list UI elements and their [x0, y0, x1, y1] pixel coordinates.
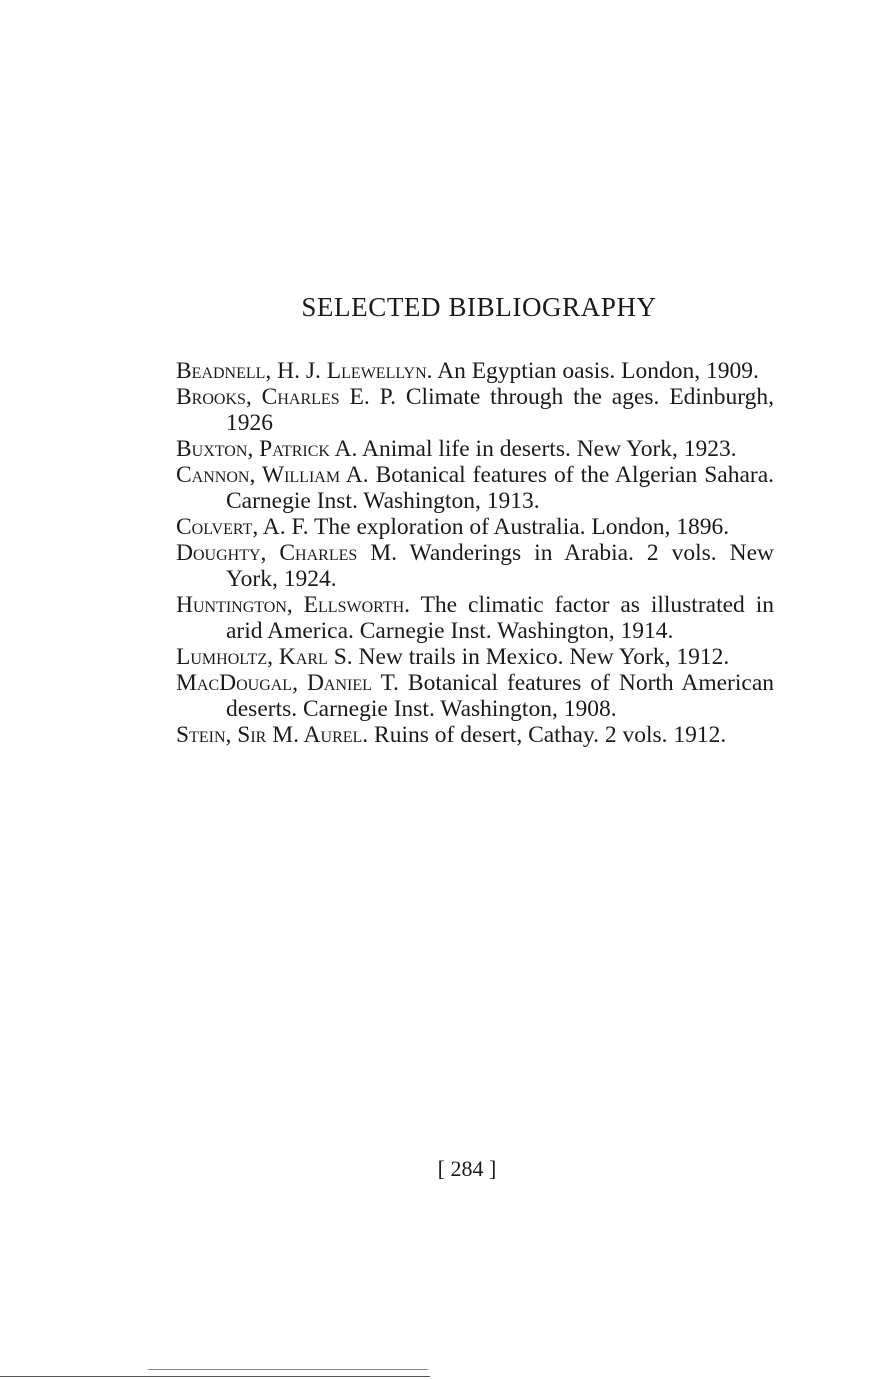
entry-text: Climate through the ages. Edinburgh, 1926: [226, 384, 774, 436]
list-item: [176, 514, 774, 540]
list-item: [176, 722, 774, 748]
entry-text: The exploration of Australia. London, 1896.: [314, 514, 730, 540]
entry-text: Animal life in deserts. New York, 1923.: [362, 436, 737, 462]
entry-author: Brooks, Charles E. P.: [176, 384, 396, 410]
entry-text: An Egyptian oasis. London, 1909.: [437, 358, 759, 384]
list-item: [176, 384, 774, 436]
page-edge-rule: [0, 1376, 430, 1377]
list-item: [176, 670, 774, 722]
entry-text: New trails in Mexico. New York, 1912.: [358, 644, 730, 670]
entry-author: MacDougal, Daniel T.: [176, 670, 399, 696]
page-title: SELECTED BIBLIOGRAPHY: [301, 292, 657, 322]
list-item: [176, 436, 774, 462]
entry-text: Botanical features of North American deserts. Carnegie Inst. Washington, 1908.: [226, 670, 775, 722]
entry-author: Huntington, Ellsworth.: [176, 592, 411, 618]
entry-author: Beadnell, H. J. Llewellyn.: [176, 358, 433, 384]
list-item: [176, 540, 774, 592]
entry-author: Buxton, Patrick A.: [176, 436, 358, 462]
entry-author: Lumholtz, Karl S.: [176, 644, 353, 670]
bibliography-list: [176, 358, 774, 748]
entry-author: Stein, Sir M. Aurel.: [176, 722, 369, 748]
page-edge-rule: [148, 1369, 428, 1370]
entry-text: The climatic factor as illustrated in arid America. Carnegie Inst. Washington, 1914.: [226, 592, 774, 644]
list-item: [176, 358, 774, 384]
entry-author: Doughty, Charles M.: [176, 540, 397, 566]
list-item: [176, 592, 774, 644]
entry-author: Colvert, A. F.: [176, 514, 309, 540]
list-item: [176, 644, 774, 670]
page-number: [ 284 ]: [437, 1156, 497, 1181]
entry-text: Wanderings in Arabia. 2 vols. New York, 1924.: [226, 540, 774, 592]
entry-text: Botanical features of the Algerian Sahara. Carnegie Inst. Washington, 1913.: [226, 462, 775, 514]
entry-author: Cannon, William A.: [176, 462, 369, 488]
list-item: [176, 462, 774, 514]
entry-text: Ruins of desert, Cathay. 2 vols. 1912.: [374, 722, 727, 748]
